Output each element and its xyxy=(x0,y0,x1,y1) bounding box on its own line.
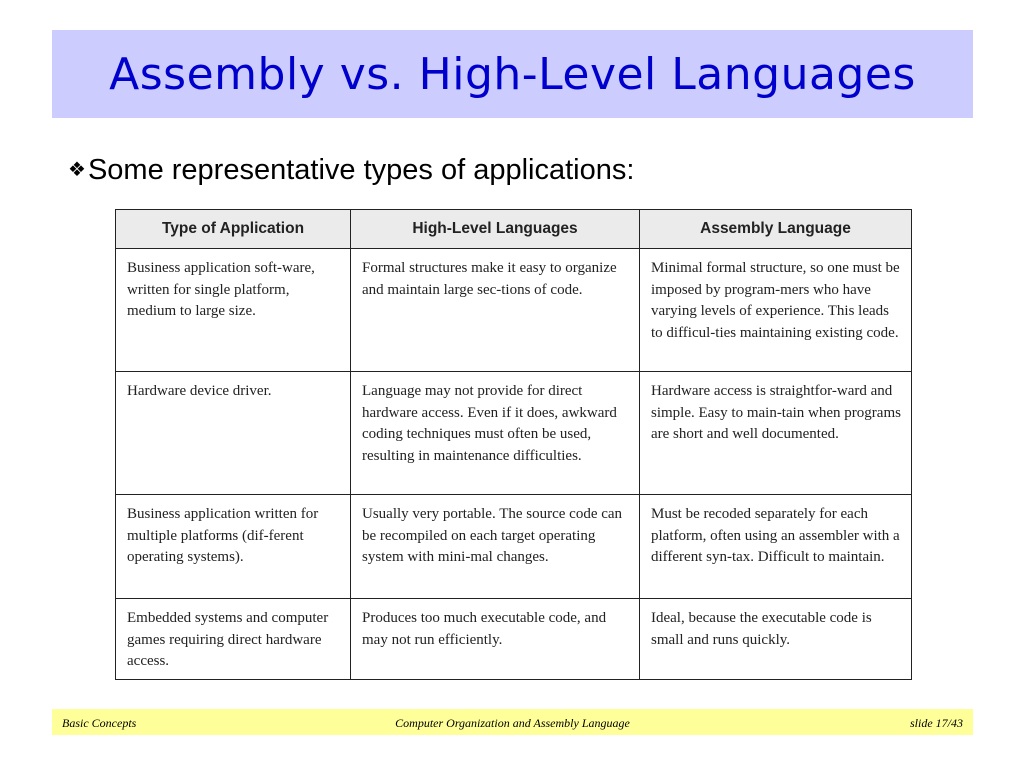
footer-course-title: Computer Organization and Assembly Language xyxy=(395,716,630,730)
diamond-bullet-icon: ❖ xyxy=(68,159,86,181)
title-bar xyxy=(52,30,973,118)
table-cell: Embedded systems and computer games requiring direct hardware access. xyxy=(116,599,351,680)
header-high-level-languages: High-Level Languages xyxy=(351,210,640,249)
table-row xyxy=(116,249,912,372)
table-cell: Language may not provide for direct hardware access. Even if it does, awkward coding techniques must often be used, resulting in maintenance difficulties. xyxy=(351,372,640,495)
footer-section: Basic Concepts xyxy=(62,716,137,730)
table-cell: Produces too much executable code, and may not run efficiently. xyxy=(351,599,640,680)
table-cell: Must be recoded separately for each platform, often using an assembler with a different syn-tax. Difficult to maintain. xyxy=(640,495,912,599)
bullet-line xyxy=(68,154,634,187)
table-header-row xyxy=(116,210,912,249)
header-type-of-application: Type of Application xyxy=(116,210,351,249)
header-assembly-language: Assembly Language xyxy=(640,210,912,249)
table-cell: Business application soft-ware, written for single platform, medium to large size. xyxy=(116,249,351,372)
footer-bar xyxy=(52,709,973,735)
table-row xyxy=(116,372,912,495)
table-cell: Hardware access is straightfor-ward and simple. Easy to main-tain when programs are short and well documented. xyxy=(640,372,912,495)
table-cell: Formal structures make it easy to organize and maintain large sec-tions of code. xyxy=(351,249,640,372)
footer-slide-number: slide 17/43 xyxy=(910,716,963,730)
table-cell: Minimal formal structure, so one must be imposed by program-mers who have varying levels of experience. This leads to difficul-ties maintaining existing code. xyxy=(640,249,912,372)
table-cell: Ideal, because the executable code is small and runs quickly. xyxy=(640,599,912,680)
table-row xyxy=(116,495,912,599)
table-cell: Business application written for multiple platforms (dif-ferent operating systems). xyxy=(116,495,351,599)
table-cell: Usually very portable. The source code can be recompiled on each target operating system with mini-mal changes. xyxy=(351,495,640,599)
comparison-table xyxy=(115,209,911,680)
bullet-text: Some representative types of applications: xyxy=(87,154,635,186)
table-row xyxy=(116,599,912,680)
table-cell: Hardware device driver. xyxy=(116,372,351,495)
slide-title: Assembly vs. High-Level Languages xyxy=(109,48,916,100)
